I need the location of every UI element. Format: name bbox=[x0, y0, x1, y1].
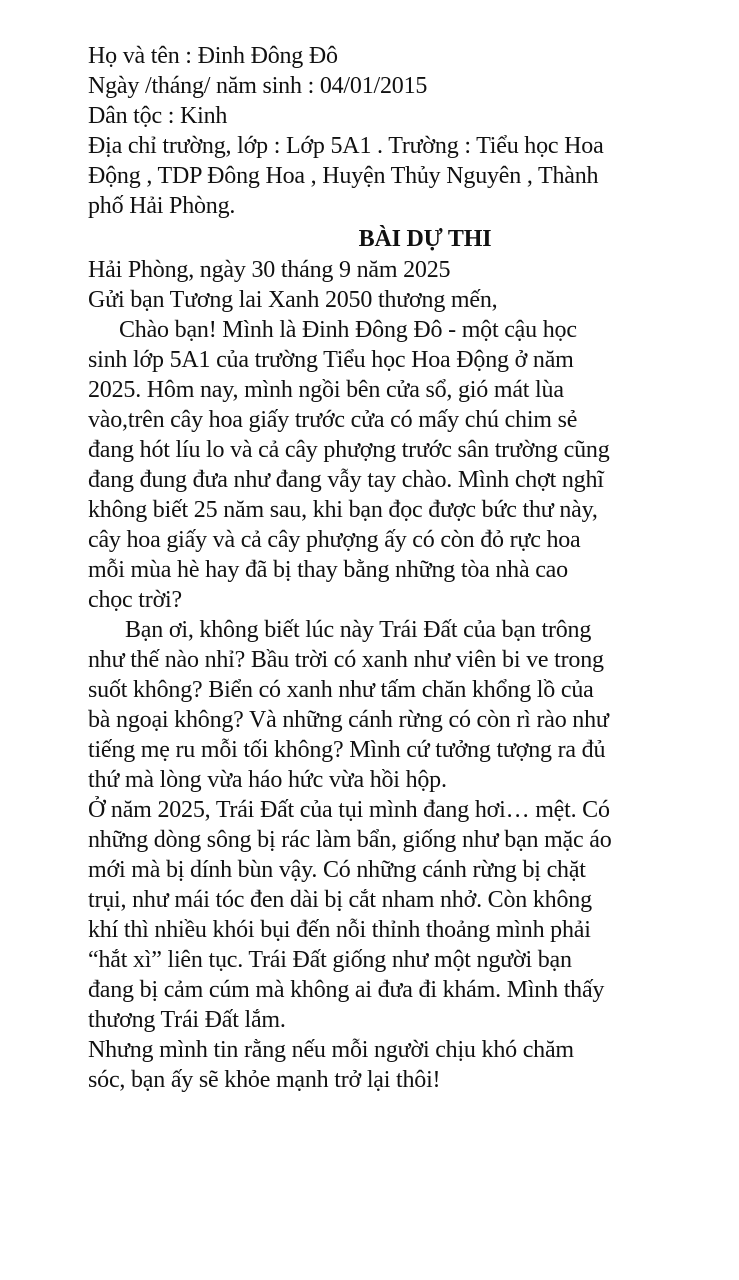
paragraph-line: trụi, như mái tóc đen dài bị cắt nham nhở. Còn không bbox=[88, 887, 592, 913]
document-title: BÀI DỰ THI bbox=[358, 226, 492, 252]
paragraph-hope bbox=[88, 1035, 728, 1095]
student-info bbox=[88, 41, 728, 221]
paragraph-line: Nhưng mình tin rằng nếu mỗi người chịu khó chăm bbox=[88, 1037, 574, 1063]
school-address-line: phố Hải Phòng. bbox=[88, 193, 236, 219]
paragraph-line: bà ngoại không? Và những cánh rừng có còn rì rào như bbox=[88, 707, 609, 733]
greeting-line: Gửi bạn Tương lai Xanh 2050 thương mến, bbox=[88, 287, 498, 313]
paragraph-line: cây hoa giấy và cả cây phượng ấy có còn đỏ rực hoa bbox=[88, 527, 581, 553]
paragraph-line: 2025. Hôm nay, mình ngồi bên cửa sổ, gió mát lùa bbox=[88, 377, 564, 403]
paragraph-line: đang đung đưa như đang vẫy tay chào. Mình chợt nghĩ bbox=[88, 467, 604, 493]
paragraph-line: sóc, bạn ấy sẽ khỏe mạnh trở lại thôi! bbox=[88, 1067, 441, 1093]
paragraph-line: chọc trời? bbox=[88, 587, 182, 613]
paragraph-line: Chào bạn! Mình là Đinh Đông Đô - một cậu học bbox=[119, 317, 577, 343]
paragraph-line: như thế nào nhỉ? Bầu trời có xanh như viên bi ve trong bbox=[88, 647, 604, 673]
paragraph-line: không biết 25 năm sau, khi bạn đọc được bức thư này, bbox=[88, 497, 598, 523]
paragraph-line: thứ mà lòng vừa háo hức vừa hồi hộp. bbox=[88, 767, 447, 793]
paragraph-line: tiếng mẹ ru mỗi tối không? Mình cứ tưởng tượng ra đủ bbox=[88, 737, 606, 763]
school-address-line: Động , TDP Đông Hoa , Huyện Thủy Nguyên , Thành bbox=[88, 163, 599, 189]
paragraph-line: vào,trên cây hoa giấy trước cửa có mấy chú chim sẻ bbox=[88, 407, 578, 433]
paragraph-line: mới mà bị dính bùn vậy. Có những cánh rừng bị chặt bbox=[88, 857, 586, 883]
birth-date-line: Ngày /tháng/ năm sinh : 04/01/2015 bbox=[88, 73, 428, 99]
paragraph-line: khí thì nhiều khói bụi đến nỗi thỉnh thoảng mình phải bbox=[88, 917, 591, 943]
paragraph-intro bbox=[88, 315, 728, 615]
ethnicity-line: Dân tộc : Kinh bbox=[88, 103, 228, 129]
paragraph-line: đang bị cảm cúm mà không ai đưa đi khám. Mình thấy bbox=[88, 977, 605, 1003]
paragraph-line: Bạn ơi, không biết lúc này Trái Đất của bạn trông bbox=[125, 617, 592, 643]
paragraph-line: thương Trái Đất lắm. bbox=[88, 1007, 286, 1033]
paragraph-line: mỗi mùa hè hay đã bị thay bằng những tòa nhà cao bbox=[88, 557, 568, 583]
letter-content bbox=[88, 41, 728, 1095]
paragraph-line: đang hót líu lo và cả cây phượng trước sân trường cũng bbox=[88, 437, 610, 463]
paragraph-line: suốt không? Biển có xanh như tấm chăn khổng lồ của bbox=[88, 677, 594, 703]
place-date-line: Hải Phòng, ngày 30 tháng 9 năm 2025 bbox=[88, 257, 451, 283]
paragraph-line: Ở năm 2025, Trái Đất của tụi mình đang hơi… mệt. Có bbox=[88, 797, 610, 823]
paragraph-line: “hắt xì” liên tục. Trái Đất giống như một người bạn bbox=[88, 947, 572, 973]
paragraph-future-earth bbox=[88, 615, 728, 795]
school-address-line: Địa chỉ trường, lớp : Lớp 5A1 . Trường : Tiểu học Hoa bbox=[88, 133, 604, 159]
paragraph-earth-2025 bbox=[88, 795, 728, 1035]
paragraph-line: sinh lớp 5A1 của trường Tiểu học Hoa Động ở năm bbox=[88, 347, 574, 373]
student-name-line: Họ và tên : Đinh Đông Đô bbox=[88, 43, 338, 69]
paragraph-line: những dòng sông bị rác làm bẩn, giống như bạn mặc áo bbox=[88, 827, 612, 853]
